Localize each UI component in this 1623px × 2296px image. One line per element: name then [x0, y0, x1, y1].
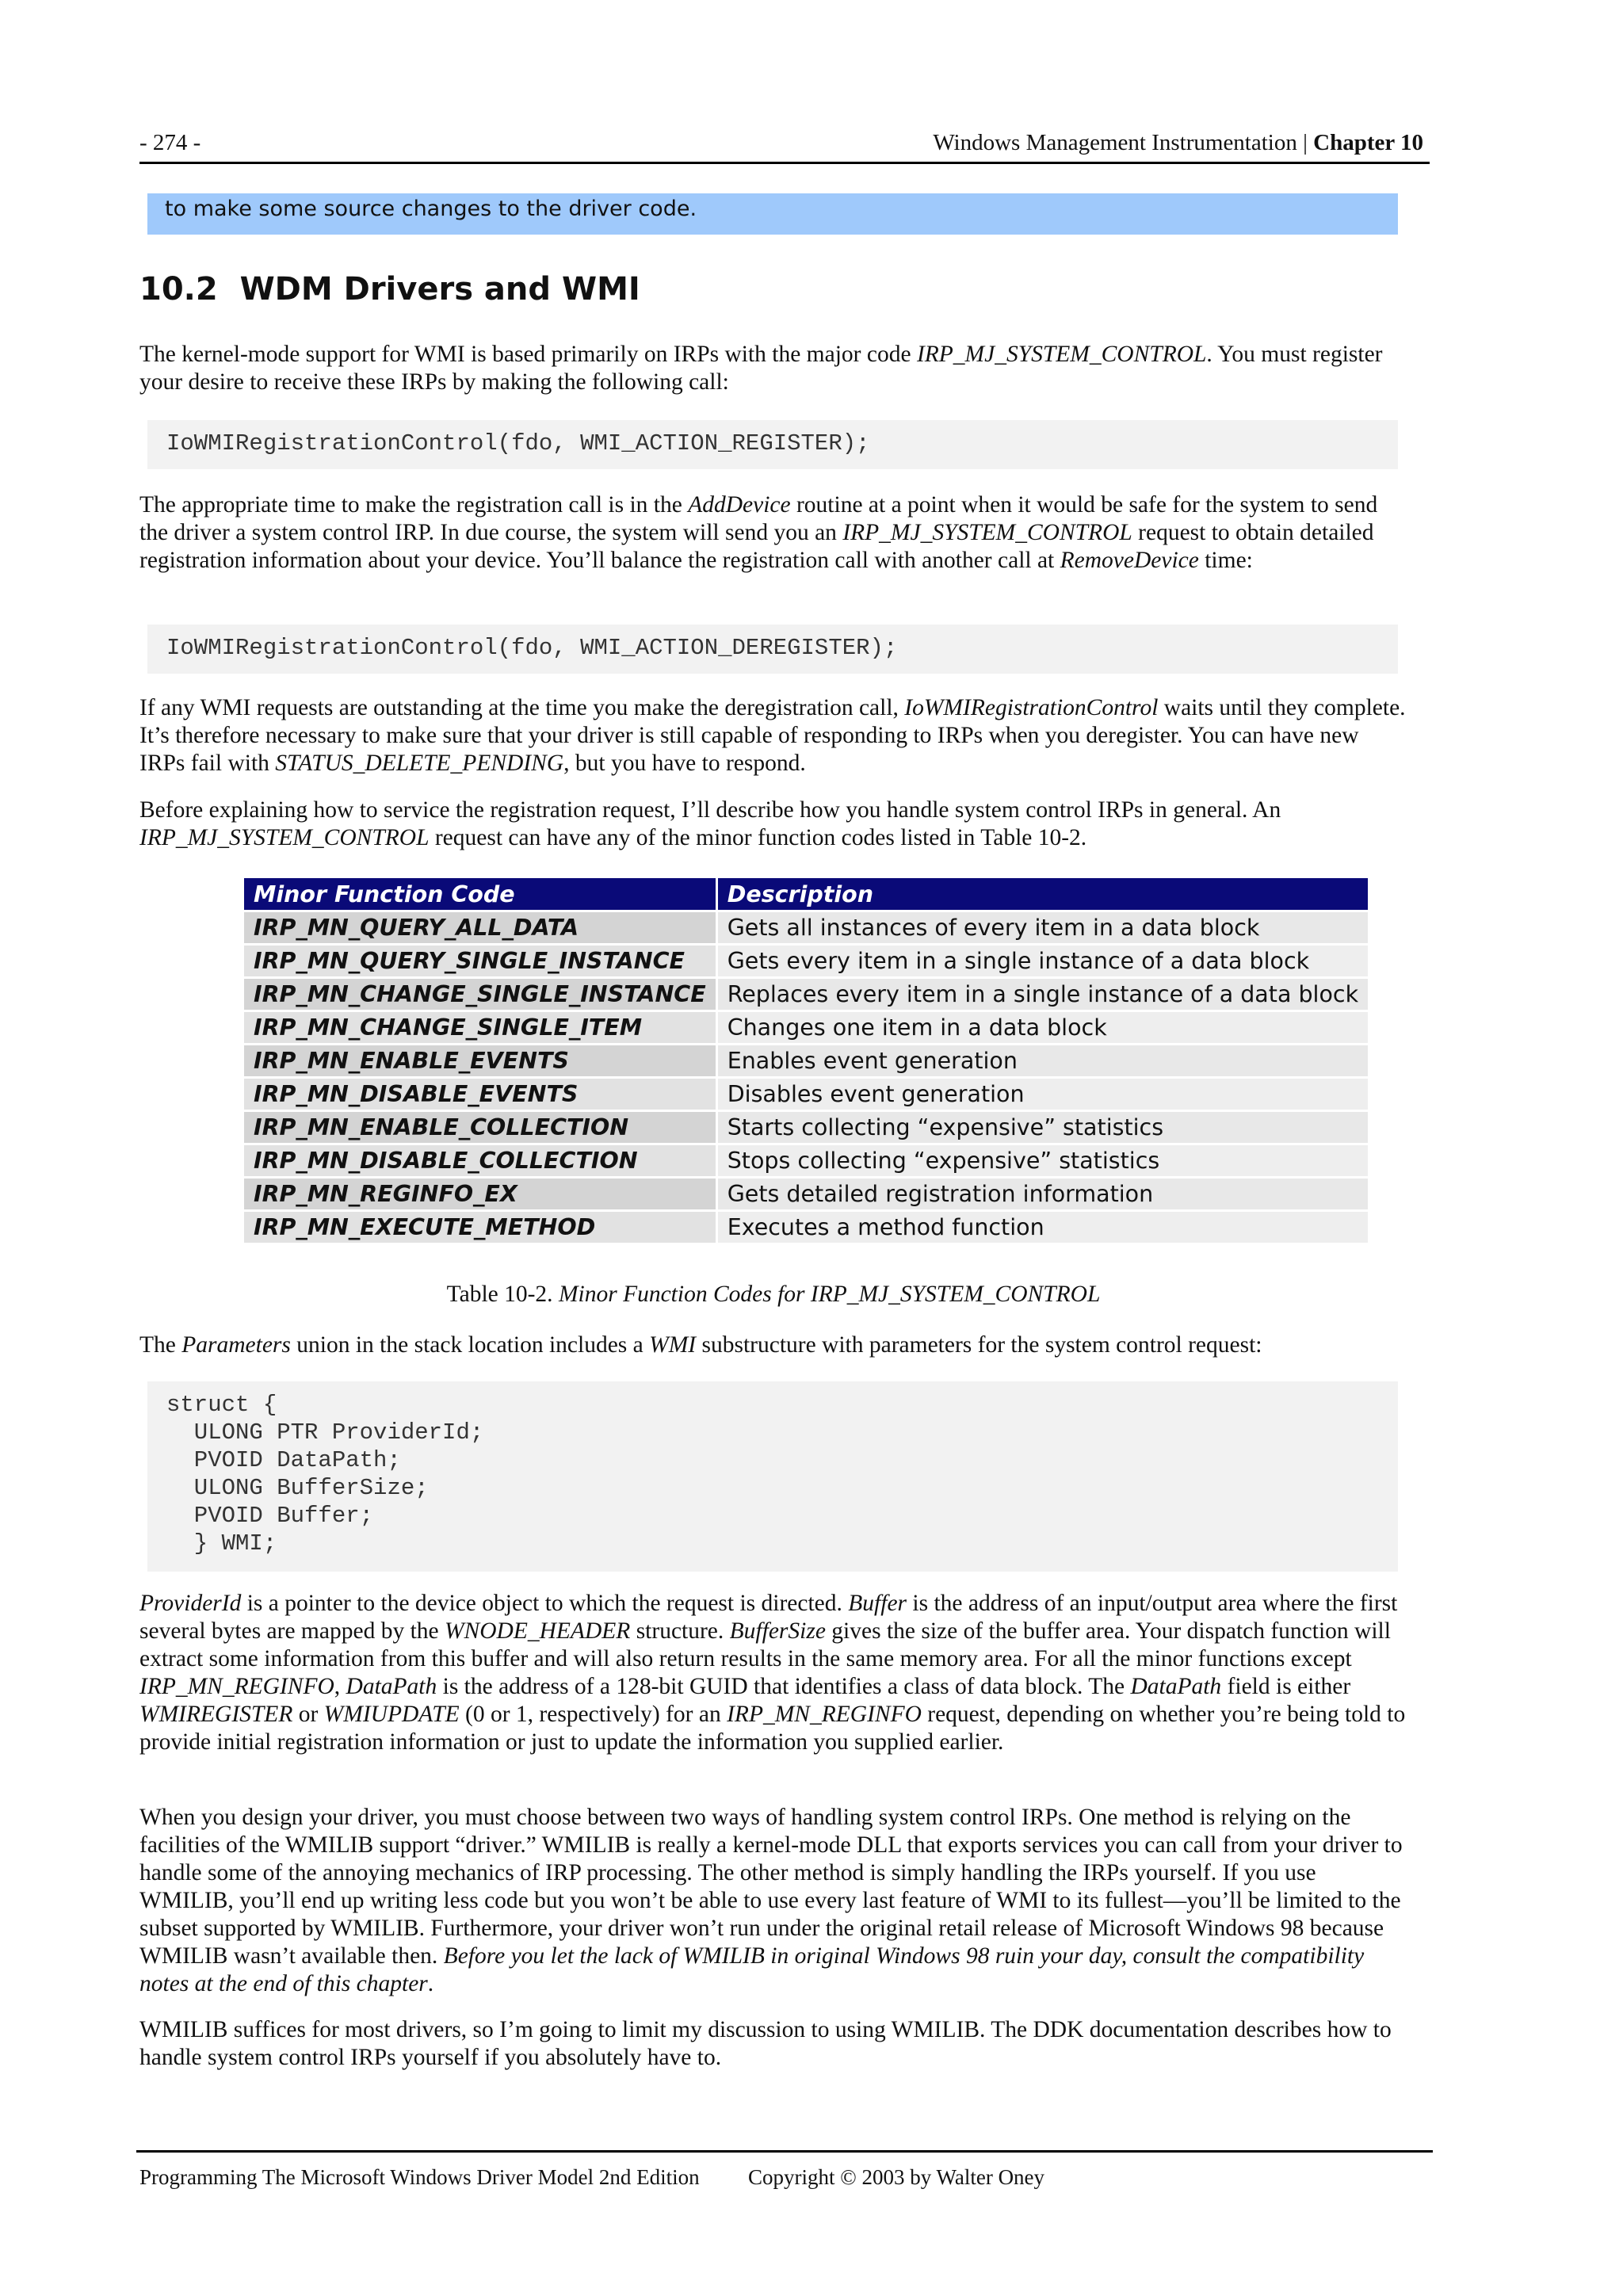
text-span: is a pointer to the device object to which the request is directed.	[241, 1591, 849, 1616]
cell-description: Enables event generation	[718, 1045, 1368, 1076]
cell-code: IRP_MN_REGINFO_EX	[244, 1179, 716, 1209]
caption-label: Table 10-2.	[446, 1282, 559, 1307]
table-row	[244, 979, 1368, 1010]
cell-code: IRP_MN_EXECUTE_METHOD	[244, 1212, 716, 1243]
paragraph-7	[139, 1804, 1407, 1998]
cell-code: IRP_MN_CHANGE_SINGLE_ITEM	[244, 1012, 716, 1043]
text-span: routine at a point when it would be safe for the system to send the driver a system control IRP. In due course, the system will send you an	[139, 492, 1378, 545]
caption-title: Minor Function Codes for IRP_MJ_SYSTEM_CONTROL	[558, 1282, 1101, 1307]
highlighted-note: to make some source changes to the driver code.	[147, 193, 1398, 235]
term-irp-mj-system-control: IRP_MJ_SYSTEM_CONTROL	[842, 520, 1132, 545]
text-span: The	[139, 1332, 182, 1358]
paragraph-3	[139, 694, 1407, 777]
code-block-register: IoWMIRegistrationControl(fdo, WMI_ACTION_REGISTER);	[147, 420, 1398, 469]
footer-copyright: Copyright © 2003 by Walter Oney	[748, 2165, 1045, 2189]
text-span: WMILIB suffices for most drivers, so I’m going to limit my discussion to using WMILIB. The DDK documentation describes how to handle system control IRPs yourself if you absolutely have to.	[139, 2017, 1392, 2070]
text-span: , but you have to respond.	[563, 751, 806, 776]
cell-description: Gets detailed registration information	[718, 1179, 1368, 1209]
chapter-label: Chapter 10	[1313, 130, 1423, 155]
text-span: waits until they complete. It’s therefore necessary to make sure that your driver is still capable of responding to IRPs when you deregister. You can have new IRPs fail with	[139, 695, 1406, 776]
cell-code: IRP_MN_DISABLE_EVENTS	[244, 1079, 716, 1110]
text-span: When you design your driver, you must choose between two ways of handling system control IRPs. One method is relying on the facilities of the WMILIB support “driver.” WMILIB is really a kernel-mode DLL that exports services you can call from your driver to handle some of the annoying mechanics of IRP processing. The other method is simply handling the IRPs yourself. If you use WMILIB, you’ll end up writing less code but you won’t be able to use every last feature of WMI to its fullest—you’ll be limited to the subset supported by WMILIB. Furthermore, your driver won’t run under the original retail release of Microsoft Windows 98 because WMILIB wasn’t available then.	[139, 1805, 1403, 1969]
code-block-deregister: IoWMIRegistrationControl(fdo, WMI_ACTION_DEREGISTER);	[147, 625, 1398, 674]
text-span: substructure with parameters for the system control request:	[696, 1332, 1262, 1358]
section-heading	[139, 271, 640, 308]
text-span: . You must register your desire to receive these IRPs by making the following call:	[139, 342, 1383, 395]
term-irp-mn-reginfo: IRP_MN_REGINFO	[727, 1702, 922, 1727]
term-parameters: Parameters	[181, 1332, 291, 1358]
table-row	[244, 912, 1368, 943]
text-span: request can have any of the minor function codes listed in Table 10-2.	[429, 825, 1087, 850]
cell-description: Executes a method function	[718, 1212, 1368, 1243]
table-row	[244, 946, 1368, 976]
paragraph-8	[139, 2016, 1407, 2072]
text-span: union in the stack location includes a	[290, 1332, 650, 1358]
term-buffer: Buffer	[848, 1591, 907, 1616]
term-wmiupdate: WMIUPDATE	[323, 1702, 460, 1727]
table-caption	[139, 1282, 1407, 1308]
cell-description: Gets every item in a single instance of a data block	[718, 946, 1368, 976]
text-span: request, depending on whether you’re being told to provide initial registration information or just to update the information you supplied earlier.	[139, 1702, 1406, 1755]
page-header	[139, 130, 1430, 164]
cell-code: IRP_MN_QUERY_SINGLE_INSTANCE	[244, 946, 716, 976]
paragraph-6	[139, 1590, 1407, 1756]
minor-function-table	[242, 876, 1370, 1245]
text-span: gives the size of the buffer area. Your dispatch function will extract some information from this buffer and will also return results in the same memory area. For all the minor functions except	[139, 1618, 1391, 1671]
text-span: is the address of an input/output area where the first several bytes are mapped by the	[139, 1591, 1398, 1644]
paragraph-1	[139, 341, 1407, 396]
emphasis-compatibility-note: Before you let the lack of WMILIB in original Windows 98 ruin your day, consult the compatibility notes at the end of this chapter	[139, 1943, 1365, 1996]
paragraph-5	[139, 1331, 1407, 1359]
text-span: or	[292, 1702, 324, 1727]
term-datapath: DataPath	[346, 1674, 437, 1699]
cell-description: Stops collecting “expensive” statistics	[718, 1145, 1368, 1176]
cell-description: Gets all instances of every item in a data block	[718, 912, 1368, 943]
paragraph-4	[139, 797, 1407, 852]
term-wmi: WMI	[649, 1332, 697, 1358]
cell-description: Disables event generation	[718, 1079, 1368, 1110]
table-row	[244, 1212, 1368, 1243]
cell-code: IRP_MN_ENABLE_COLLECTION	[244, 1112, 716, 1143]
text-span: Before explaining how to service the registration request, I’ll describe how you handle system control IRPs in general. An	[139, 797, 1281, 823]
running-title-text: Windows Management Instrumentation |	[933, 130, 1314, 155]
text-span: request to obtain detailed registration information about your device. You’ll balance the registration call with another call at	[139, 520, 1374, 573]
text-span: The kernel-mode support for WMI is based primarily on IRPs with the major code	[139, 342, 917, 367]
term-adddevice: AddDevice	[688, 492, 791, 518]
paragraph-2	[139, 491, 1407, 575]
table-row	[244, 1145, 1368, 1176]
text-span: field is either	[1221, 1674, 1351, 1699]
text-span: (0 or 1, respectively) for an	[459, 1702, 727, 1727]
text-span: The appropriate time to make the registration call is in the	[139, 492, 689, 518]
table-row	[244, 1079, 1368, 1110]
cell-description: Replaces every item in a single instance of a data block	[718, 979, 1368, 1010]
section-title: WDM Drivers and WMI	[239, 271, 640, 308]
section-number: 10.2	[139, 271, 218, 308]
table-row	[244, 1112, 1368, 1143]
term-wnode-header: WNODE_HEADER	[444, 1618, 631, 1644]
running-title	[933, 130, 1423, 156]
page-number: - 274 -	[139, 130, 201, 155]
table-row	[244, 1045, 1368, 1076]
cell-code: IRP_MN_ENABLE_EVENTS	[244, 1045, 716, 1076]
table-row	[244, 1179, 1368, 1209]
cell-description: Starts collecting “expensive” statistics	[718, 1112, 1368, 1143]
table-header-row	[244, 878, 1368, 910]
term-datapath: DataPath	[1130, 1674, 1222, 1699]
table-row	[244, 1012, 1368, 1043]
term-removedevice: RemoveDevice	[1060, 548, 1199, 573]
cell-code: IRP_MN_DISABLE_COLLECTION	[244, 1145, 716, 1176]
term-iowmiregistrationcontrol: IoWMIRegistrationControl	[904, 695, 1159, 720]
code-block-struct: struct { ULONG PTR ProviderId; PVOID DataPath; ULONG BufferSize; PVOID Buffer; } WMI;	[147, 1381, 1398, 1572]
term-status-delete-pending: STATUS_DELETE_PENDING	[275, 751, 564, 776]
term-buffersize: BufferSize	[729, 1618, 826, 1644]
term-irp-mn-reginfo: IRP_MN_REGINFO	[139, 1674, 334, 1699]
text-span: time:	[1198, 548, 1253, 573]
text-span: is the address of a 128-bit GUID that identifies a class of data block. The	[437, 1674, 1131, 1699]
term-providerid: ProviderId	[139, 1591, 242, 1616]
term-wmiregister: WMIREGISTER	[139, 1702, 293, 1727]
column-header-code: Minor Function Code	[244, 878, 716, 910]
cell-code: IRP_MN_QUERY_ALL_DATA	[244, 912, 716, 943]
cell-description: Changes one item in a data block	[718, 1012, 1368, 1043]
text-span: If any WMI requests are outstanding at the time you make the deregistration call,	[139, 695, 905, 720]
term-irp-mj-system-control: IRP_MJ_SYSTEM_CONTROL	[916, 342, 1207, 367]
cell-code: IRP_MN_CHANGE_SINGLE_INSTANCE	[244, 979, 716, 1010]
footer-book-title: Programming The Microsoft Windows Driver Model 2nd Edition	[139, 2165, 700, 2189]
term-irp-mj-system-control: IRP_MJ_SYSTEM_CONTROL	[139, 825, 430, 850]
text-span: .	[427, 1971, 434, 1996]
page-footer	[136, 2150, 1433, 2189]
text-span: ,	[334, 1674, 346, 1699]
column-header-description: Description	[718, 878, 1368, 910]
text-span: structure.	[630, 1618, 730, 1644]
